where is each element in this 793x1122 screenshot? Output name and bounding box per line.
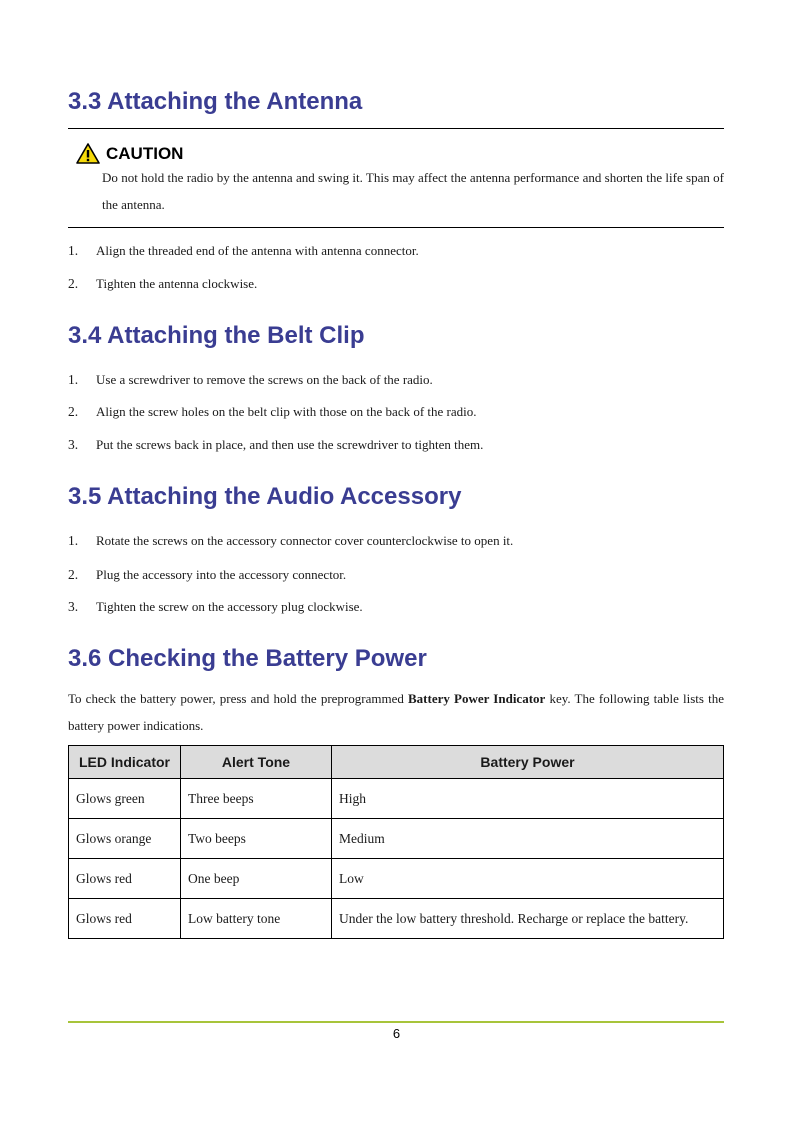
cell-battery-power: High	[332, 779, 724, 819]
table-row	[69, 779, 724, 819]
step-number: 3.	[68, 599, 79, 614]
cell-alert-tone: Three beeps	[181, 779, 332, 819]
page-number: 6	[392, 1026, 401, 1041]
intro-text-start: To check the battery power, press and hold the preprogrammed	[68, 691, 408, 706]
list-item	[68, 243, 419, 259]
cell-battery-power: Low	[332, 859, 724, 899]
heading-3-5: 3.5 Attaching the Audio Accessory	[68, 483, 462, 510]
caution-label: CAUTION	[106, 143, 184, 163]
battery-power-table	[68, 745, 724, 939]
list-item	[68, 567, 346, 583]
step-text: Use a screwdriver to remove the screws on the back of the radio.	[96, 372, 433, 387]
step-text: Plug the accessory into the accessory connector.	[96, 567, 347, 582]
step-number: 2.	[68, 567, 79, 582]
cell-led: Glows red	[69, 859, 181, 899]
step-text: Tighten the antenna clockwise.	[96, 276, 258, 291]
cell-led: Glows red	[69, 899, 181, 939]
table-row	[69, 899, 724, 939]
caution-top-rule	[68, 128, 724, 129]
step-number: 1.	[68, 372, 79, 387]
cell-alert-tone: One beep	[181, 859, 332, 899]
step-number: 2.	[68, 276, 79, 291]
footer-rule	[68, 1021, 724, 1023]
battery-power-indicator-key: Battery Power Indicator	[408, 691, 546, 706]
warning-icon	[76, 143, 100, 164]
table-header-row	[69, 746, 724, 779]
step-text: Tighten the screw on the accessory plug clockwise.	[96, 599, 363, 614]
heading-3-4: 3.4 Attaching the Belt Clip	[68, 322, 365, 349]
heading-3-3: 3.3 Attaching the Antenna	[68, 88, 363, 115]
caution-header	[76, 143, 183, 164]
list-item	[68, 404, 477, 420]
step-text: Put the screws back in place, and then use the screwdriver to tighten them.	[96, 437, 484, 452]
intro-text-end: key. The following table lists the battery power indications.	[68, 691, 724, 733]
heading-3-6: 3.6 Checking the Battery Power	[68, 645, 427, 672]
list-item	[68, 276, 257, 292]
caution-bottom-rule	[68, 227, 724, 228]
step-text: Rotate the screws on the accessory connector cover counterclockwise to open it.	[96, 533, 514, 548]
list-item	[68, 437, 483, 453]
cell-battery-power: Under the low battery threshold. Recharge or replace the battery.	[332, 899, 724, 939]
cell-led: Glows orange	[69, 819, 181, 859]
cell-alert-tone: Low battery tone	[181, 899, 332, 939]
list-item	[68, 599, 363, 615]
cell-led: Glows green	[69, 779, 181, 819]
step-number: 1.	[68, 533, 79, 548]
column-header-alert-tone: Alert Tone	[181, 746, 332, 779]
step-text: Align the threaded end of the antenna with antenna connector.	[96, 243, 419, 258]
column-header-battery-power: Battery Power	[332, 746, 724, 779]
step-number: 1.	[68, 243, 79, 258]
list-item	[68, 533, 513, 549]
table-row	[69, 859, 724, 899]
cell-battery-power: Medium	[332, 819, 724, 859]
caution-text: Do not hold the radio by the antenna and swing it. This may affect the antenna performance and shorten the life span of the antenna.	[102, 170, 724, 212]
step-number: 3.	[68, 437, 79, 452]
table-row	[69, 819, 724, 859]
step-text: Align the screw holes on the belt clip with those on the back of the radio.	[96, 404, 477, 419]
column-header-led: LED Indicator	[69, 746, 181, 779]
battery-intro-paragraph	[68, 685, 724, 739]
step-number: 2.	[68, 404, 79, 419]
cell-alert-tone: Two beeps	[181, 819, 332, 859]
list-item	[68, 372, 433, 388]
